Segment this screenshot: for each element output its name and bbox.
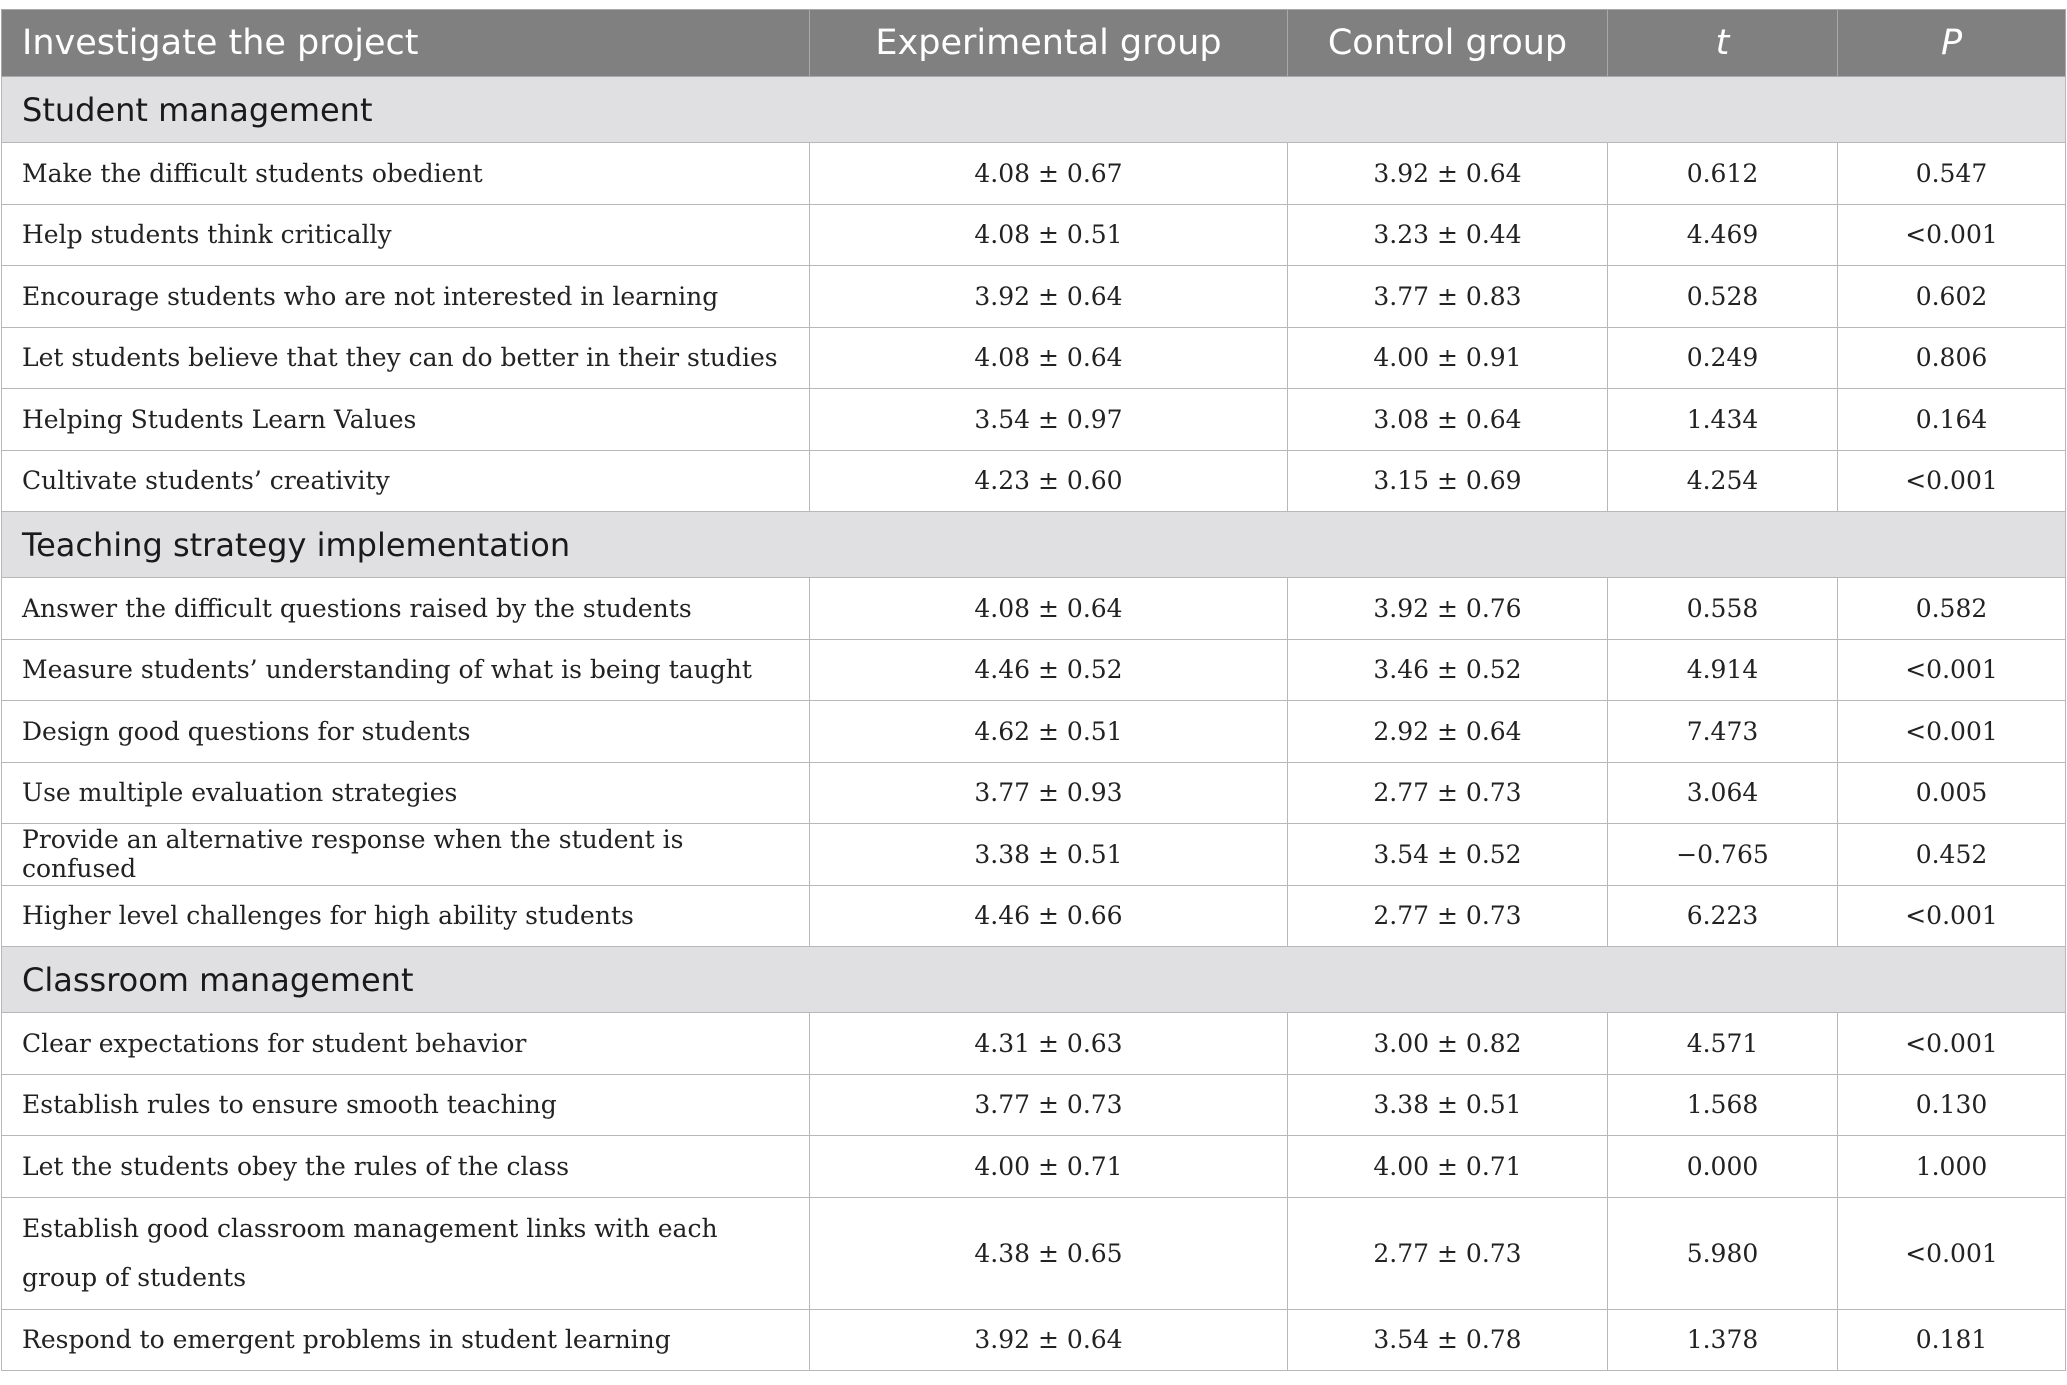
p-cell: <0.001 [1838,701,2066,763]
table-row [2,1309,2066,1371]
experimental-cell: 4.00 ± 0.71 [810,1136,1288,1198]
p-cell: <0.001 [1838,1197,2066,1309]
section-header [2,512,2066,578]
t-cell: −0.765 [1608,824,1838,886]
t-cell: 1.568 [1608,1074,1838,1136]
experimental-cell: 3.77 ± 0.73 [810,1074,1288,1136]
table-row [2,885,2066,947]
t-cell: 4.571 [1608,1013,1838,1075]
table-row [2,1074,2066,1136]
table-row [2,639,2066,701]
t-cell: 7.473 [1608,701,1838,763]
item-cell: Use multiple evaluation strategies [2,762,810,824]
table-row [2,824,2066,886]
t-cell: 4.914 [1608,639,1838,701]
table-row [2,143,2066,205]
experimental-cell: 3.54 ± 0.97 [810,389,1288,451]
table-row [2,1136,2066,1198]
experimental-cell: 3.77 ± 0.93 [810,762,1288,824]
item-cell: Clear expectations for student behavior [2,1013,810,1075]
item-cell: Let students believe that they can do better in their studies [2,327,810,389]
p-cell: 0.005 [1838,762,2066,824]
control-cell: 3.54 ± 0.52 [1288,824,1608,886]
p-cell: 0.602 [1838,266,2066,328]
item-cell: Establish rules to ensure smooth teaching [2,1074,810,1136]
header-control: Control group [1288,10,1608,77]
p-cell: <0.001 [1838,1013,2066,1075]
item-cell: Cultivate students’ creativity [2,450,810,512]
item-cell: Let the students obey the rules of the class [2,1136,810,1198]
header-item: Investigate the project [2,10,810,77]
table-row [2,389,2066,451]
section-header [2,947,2066,1013]
control-cell: 2.77 ± 0.73 [1288,885,1608,947]
table-row [2,266,2066,328]
header-row [2,10,2066,77]
control-cell: 3.15 ± 0.69 [1288,450,1608,512]
control-cell: 3.92 ± 0.64 [1288,143,1608,205]
t-cell: 5.980 [1608,1197,1838,1309]
t-cell: 1.434 [1608,389,1838,451]
control-cell: 3.54 ± 0.78 [1288,1309,1608,1371]
t-cell: 0.000 [1608,1136,1838,1198]
t-cell: 0.612 [1608,143,1838,205]
p-cell: 0.452 [1838,824,2066,886]
item-cell: Respond to emergent problems in student learning [2,1309,810,1371]
experimental-cell: 4.46 ± 0.52 [810,639,1288,701]
experimental-cell: 4.46 ± 0.66 [810,885,1288,947]
control-cell: 4.00 ± 0.91 [1288,327,1608,389]
t-cell: 4.469 [1608,204,1838,266]
item-cell: Measure students’ understanding of what is being taught [2,639,810,701]
p-cell: 0.130 [1838,1074,2066,1136]
experimental-cell: 3.92 ± 0.64 [810,1309,1288,1371]
section-title: Teaching strategy implementation [2,512,2066,578]
p-cell: <0.001 [1838,639,2066,701]
experimental-cell: 4.62 ± 0.51 [810,701,1288,763]
item-cell: Make the difficult students obedient [2,143,810,205]
control-cell: 3.08 ± 0.64 [1288,389,1608,451]
t-cell: 0.528 [1608,266,1838,328]
table-row [2,762,2066,824]
section-header [2,77,2066,143]
experimental-cell: 4.23 ± 0.60 [810,450,1288,512]
t-cell: 0.558 [1608,578,1838,640]
table-row [2,1013,2066,1075]
control-cell: 3.23 ± 0.44 [1288,204,1608,266]
t-cell: 1.378 [1608,1309,1838,1371]
control-cell: 3.38 ± 0.51 [1288,1074,1608,1136]
table-row [2,701,2066,763]
control-cell: 4.00 ± 0.71 [1288,1136,1608,1198]
control-cell: 3.92 ± 0.76 [1288,578,1608,640]
experimental-cell: 4.08 ± 0.64 [810,578,1288,640]
item-cell: Helping Students Learn Values [2,389,810,451]
table-row [2,204,2066,266]
item-cell: Establish good classroom management links with each group of students [2,1197,810,1309]
p-cell: <0.001 [1838,204,2066,266]
experimental-cell: 3.38 ± 0.51 [810,824,1288,886]
t-cell: 4.254 [1608,450,1838,512]
table-row [2,578,2066,640]
p-cell: 0.806 [1838,327,2066,389]
control-cell: 3.46 ± 0.52 [1288,639,1608,701]
item-cell: Provide an alternative response when the student is confused [2,824,810,886]
table-row [2,450,2066,512]
control-cell: 2.92 ± 0.64 [1288,701,1608,763]
item-cell: Help students think critically [2,204,810,266]
p-cell: 1.000 [1838,1136,2066,1198]
experimental-cell: 4.31 ± 0.63 [810,1013,1288,1075]
experimental-cell: 4.08 ± 0.64 [810,327,1288,389]
header-p: P [1838,10,2066,77]
experimental-cell: 4.38 ± 0.65 [810,1197,1288,1309]
p-cell: 0.164 [1838,389,2066,451]
p-cell: 0.547 [1838,143,2066,205]
table-row [2,1197,2066,1309]
item-cell: Answer the difficult questions raised by the students [2,578,810,640]
control-cell: 3.77 ± 0.83 [1288,266,1608,328]
experimental-cell: 4.08 ± 0.51 [810,204,1288,266]
p-cell: 0.582 [1838,578,2066,640]
p-cell: <0.001 [1838,885,2066,947]
p-cell: <0.001 [1838,450,2066,512]
experimental-cell: 3.92 ± 0.64 [810,266,1288,328]
item-cell: Design good questions for students [2,701,810,763]
t-cell: 0.249 [1608,327,1838,389]
section-title: Classroom management [2,947,2066,1013]
header-experimental: Experimental group [810,10,1288,77]
table-row [2,327,2066,389]
t-cell: 6.223 [1608,885,1838,947]
experimental-cell: 4.08 ± 0.67 [810,143,1288,205]
control-cell: 2.77 ± 0.73 [1288,762,1608,824]
header-t: t [1608,10,1838,77]
comparison-table [1,9,2066,1371]
section-title: Student management [2,77,2066,143]
item-cell: Encourage students who are not interested in learning [2,266,810,328]
item-cell: Higher level challenges for high ability students [2,885,810,947]
control-cell: 2.77 ± 0.73 [1288,1197,1608,1309]
t-cell: 3.064 [1608,762,1838,824]
p-cell: 0.181 [1838,1309,2066,1371]
control-cell: 3.00 ± 0.82 [1288,1013,1608,1075]
